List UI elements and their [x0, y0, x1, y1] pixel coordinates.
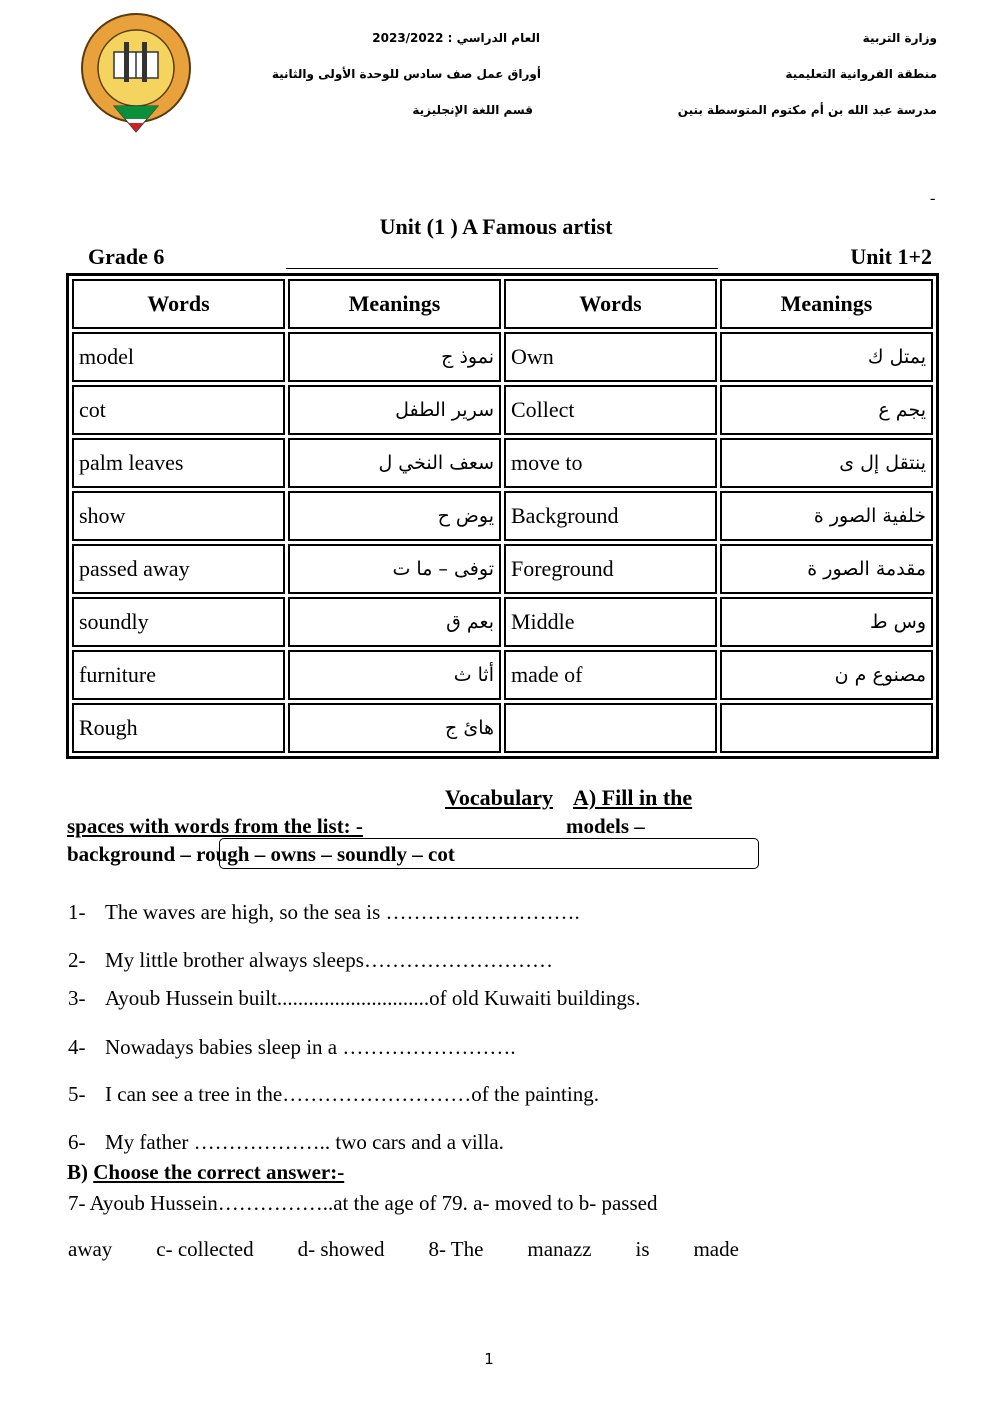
word-cell: Middle [504, 597, 717, 647]
word-list-first: models – [566, 814, 645, 838]
question-item [68, 948, 553, 973]
word-cell: Rough [72, 703, 285, 753]
meaning-cell: مقدمة الصور ة [720, 544, 933, 594]
meaning-cell [720, 703, 933, 753]
meaning-cell: ينتقل إل ى [720, 438, 933, 488]
meaning-cell: توفى – ما ت [288, 544, 501, 594]
option-text: away [68, 1237, 113, 1261]
section-a-heading: A) Fill in the [573, 785, 693, 810]
school-name: مدرسة عبد الله بن أم مكتوم المتوسطة بنين [677, 103, 937, 117]
table-row [72, 650, 933, 700]
school-logo [80, 12, 192, 134]
meaning-cell: سعف النخي ل [288, 438, 501, 488]
meaning-cell: سرير الطفل [288, 385, 501, 435]
word-cell: made of [504, 650, 717, 700]
word-cell: show [72, 491, 285, 541]
question-text: My little brother always sleeps……………………… [105, 948, 553, 972]
word-cell: model [72, 332, 285, 382]
question-number: 3- [68, 986, 86, 1010]
school-year: العام الدراسي : 2023/2022 [372, 31, 540, 45]
header-words: Words [504, 279, 717, 329]
word-cell: soundly [72, 597, 285, 647]
word-cell: Background [504, 491, 717, 541]
meaning-cell: أثا ث [288, 650, 501, 700]
table-header-row [72, 279, 933, 329]
question-text: is [635, 1237, 650, 1261]
worksheet-title: أوراق عمل صف سادس للوحدة الأولى والثانية [271, 67, 541, 81]
question-text: My father ……………….. two cars and a villa. [105, 1130, 504, 1154]
department: قسم اللغة الإنجليزية [412, 103, 533, 117]
question-text: manazz [527, 1237, 592, 1261]
option-text: d- showed [297, 1237, 385, 1261]
header-words: Words [72, 279, 285, 329]
question-text: I can see a tree in the………………………of the painting. [105, 1082, 599, 1106]
dash: - [930, 190, 936, 207]
page-number: 1 [484, 1350, 494, 1368]
meaning-cell: وس ط [720, 597, 933, 647]
question-text: made [693, 1237, 739, 1261]
section-b-label: B) [67, 1160, 88, 1184]
table-row [72, 385, 933, 435]
meaning-cell: مصنوع م ن [720, 650, 933, 700]
table-row [72, 332, 933, 382]
question-item [68, 1035, 516, 1060]
district: منطقة الفروانية التعليمية [785, 67, 937, 81]
header-meanings: Meanings [720, 279, 933, 329]
table-row [72, 438, 933, 488]
meaning-cell: يمتل ك [720, 332, 933, 382]
word-cell [504, 703, 717, 753]
meaning-cell: بعم ق [288, 597, 501, 647]
question-number: 1- [68, 900, 86, 924]
word-cell: move to [504, 438, 717, 488]
page-title: Unit (1 ) A Famous artist [379, 214, 613, 239]
table-row [72, 597, 933, 647]
table-row [72, 703, 933, 753]
grade-label: Grade 6 [88, 244, 165, 269]
word-cell: passed away [72, 544, 285, 594]
vocabulary-table [66, 273, 939, 759]
table-row [72, 491, 933, 541]
word-cell: furniture [72, 650, 285, 700]
header-meanings: Meanings [288, 279, 501, 329]
question-7-continued [68, 1237, 739, 1262]
question-number: 2- [68, 948, 86, 972]
option-text: c- collected [156, 1237, 254, 1261]
question-item [68, 1082, 599, 1107]
word-cell: Own [504, 332, 717, 382]
meaning-cell: خلفية الصور ة [720, 491, 933, 541]
meaning-cell: يجم ع [720, 385, 933, 435]
question-text: The waves are high, so the sea is ………………………. [105, 900, 580, 924]
meaning-cell: يوض ح [288, 491, 501, 541]
word-cell: Collect [504, 385, 717, 435]
question-item [68, 900, 580, 925]
question-item [68, 1130, 504, 1155]
title-rule [286, 268, 718, 269]
question-number: 5- [68, 1082, 86, 1106]
question-text: Ayoub Hussein built.............................of old Kuwaiti buildings. [105, 986, 641, 1010]
word-cell: Foreground [504, 544, 717, 594]
section-b-heading [67, 1160, 344, 1185]
unit-label: Unit 1+2 [850, 244, 932, 269]
section-a-heading-cont: spaces with words from the list: - [67, 814, 363, 838]
word-cell: cot [72, 385, 285, 435]
question-number: 4- [68, 1035, 86, 1059]
question-text: 8- The [428, 1237, 484, 1261]
question-7: 7- Ayoub Hussein……………..at the age of 79. a- moved to b- passed [68, 1191, 658, 1215]
ministry: وزارة التربية [862, 31, 937, 45]
vocabulary-heading: Vocabulary [445, 785, 553, 810]
question-number: 6- [68, 1130, 86, 1154]
question-item [68, 986, 640, 1011]
question-text: Nowadays babies sleep in a ……………………. [105, 1035, 516, 1059]
section-b-title: Choose the correct answer:- [93, 1160, 345, 1184]
word-cell: palm leaves [72, 438, 285, 488]
word-list-second: background – rough – owns – soundly – cot [67, 842, 455, 866]
meaning-cell: هائ ج [288, 703, 501, 753]
meaning-cell: نموذ ج [288, 332, 501, 382]
table-row [72, 544, 933, 594]
